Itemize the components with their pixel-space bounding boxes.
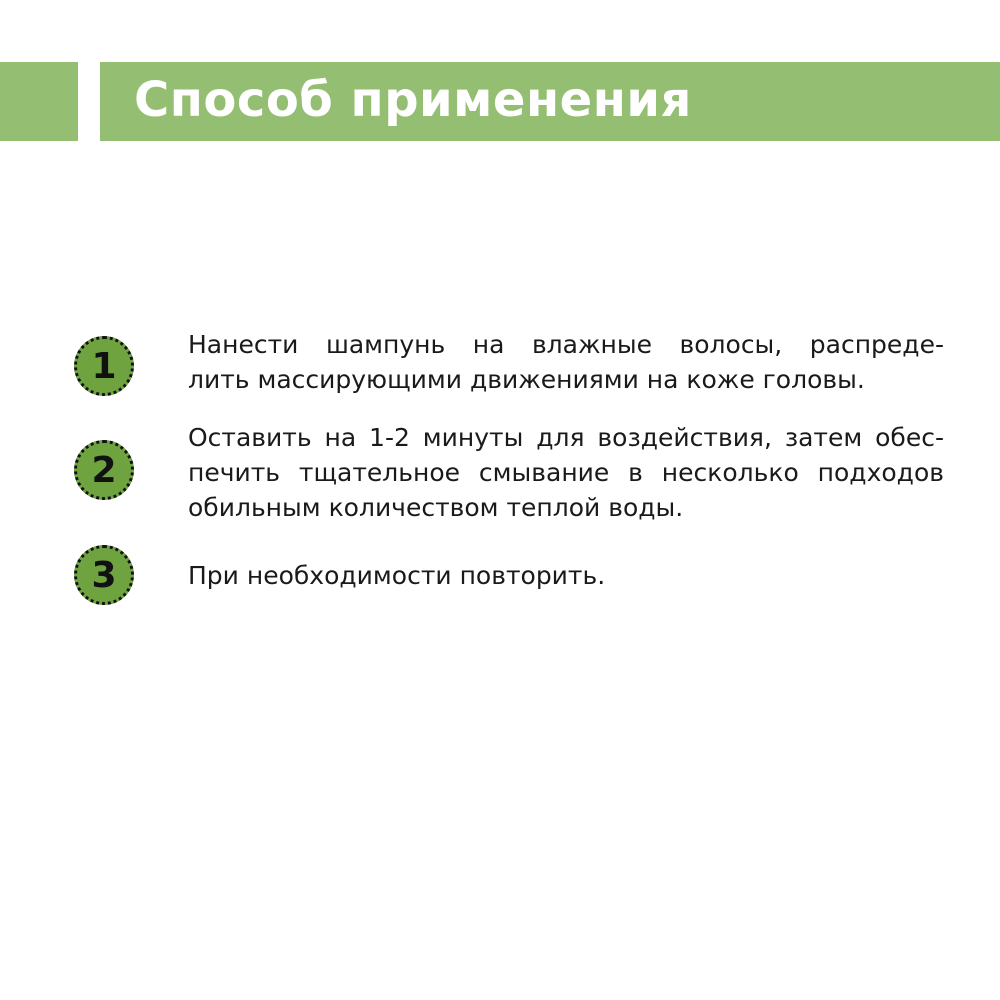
page-title: Способ применения [134, 72, 692, 128]
step-text-line: Нанести шампунь на влажные волосы, распреде- [188, 330, 944, 359]
step-text-line: Оставить на 1-2 минуты для воздействия, затем обес- [188, 423, 944, 452]
step-text-line: обильным количеством теплой воды. [188, 493, 684, 522]
step-text [188, 327, 944, 397]
header-accent-block [0, 62, 78, 141]
step-number-badge: 3 [74, 545, 134, 605]
step-number-badge: 1 [74, 336, 134, 396]
step-text [188, 420, 944, 525]
step-number-badge: 2 [74, 440, 134, 500]
step-text-line: При необходимости повторить. [188, 561, 606, 590]
step-text-line: лить массирующими движениями на коже головы. [188, 365, 865, 394]
step-text-line: печить тщательное смывание в несколько подходов [188, 458, 944, 487]
step-text [188, 558, 944, 593]
